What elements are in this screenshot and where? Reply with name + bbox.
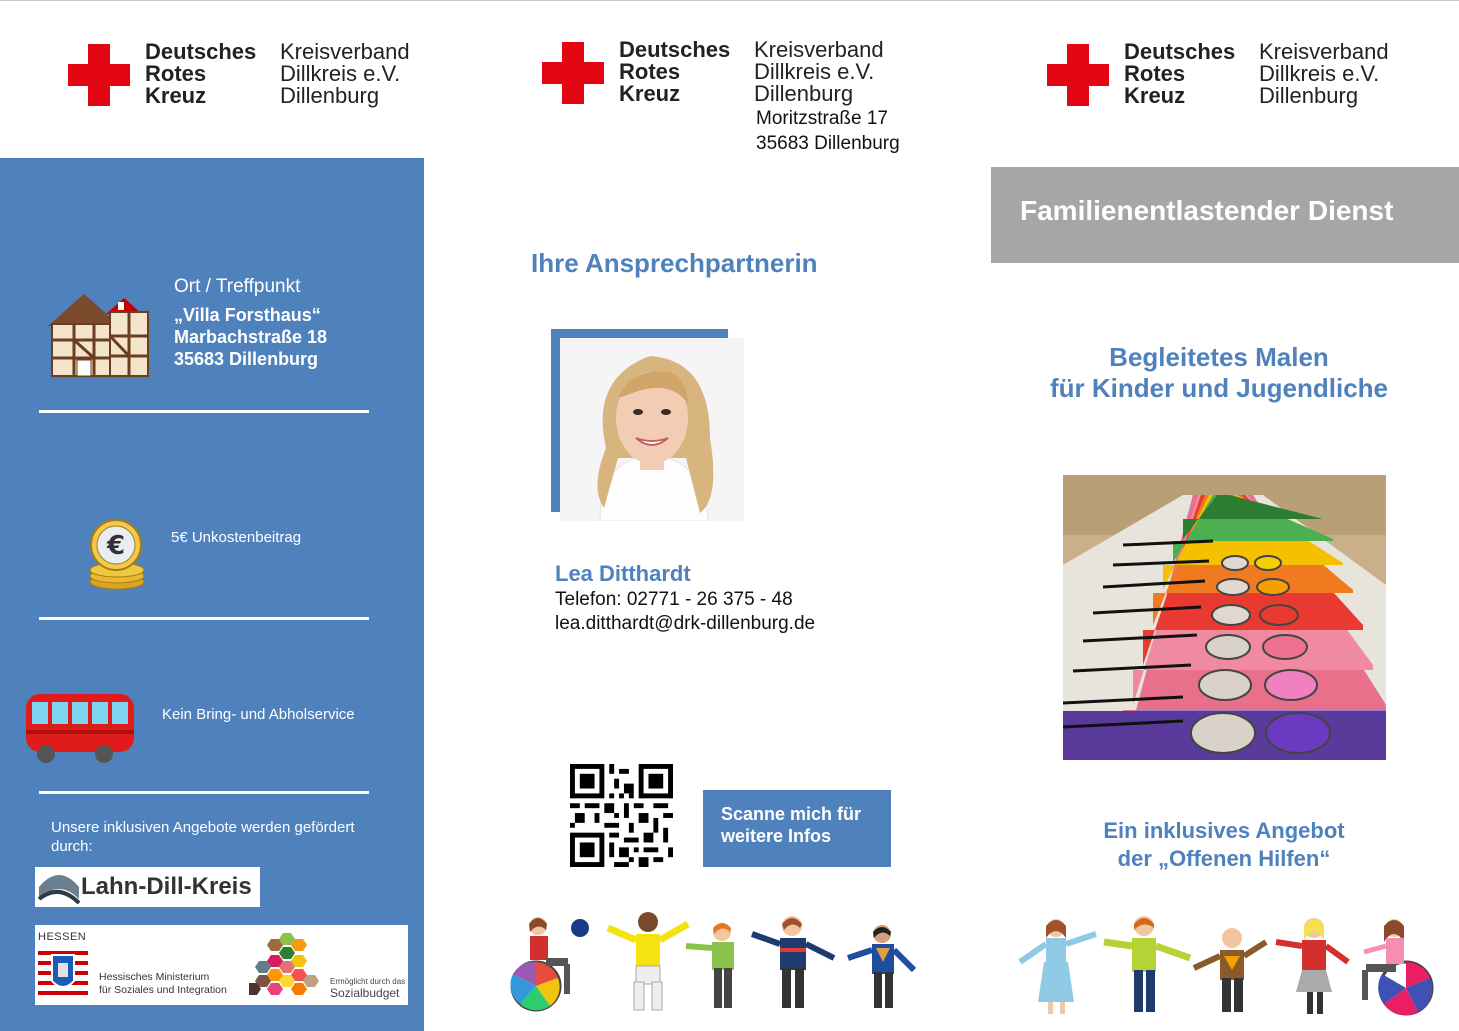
drk-logo-right bbox=[1047, 36, 1427, 116]
red-cross-icon bbox=[542, 42, 604, 104]
euro-coin-icon bbox=[86, 516, 148, 590]
children-illustration-left bbox=[508, 908, 920, 1018]
contact-details bbox=[555, 588, 815, 636]
funding-text: Unsere inklusiven Angebote werden gefördert durch: bbox=[51, 819, 355, 855]
service-title: Familienentlastender Dienst bbox=[1020, 195, 1394, 226]
location-label: Ort / Treffpunkt bbox=[174, 276, 301, 297]
org-name: Deutsches Rotes Kreuz bbox=[619, 37, 731, 106]
qr-code[interactable] bbox=[570, 764, 673, 867]
drk-logo-left bbox=[68, 36, 428, 116]
offer-text: Ein inklusives Angebot der „Offenen Hilfen“ bbox=[1103, 818, 1345, 871]
hexagon-cluster-icon bbox=[249, 931, 329, 999]
svg-text:€: € bbox=[106, 531, 126, 561]
kreisverband-name: Kreisverband Dillkreis e.V. Dillenburg bbox=[754, 37, 884, 106]
info-panel bbox=[0, 158, 424, 1031]
house-icon bbox=[44, 288, 152, 378]
contact-email[interactable]: lea.ditthardt@drk-dillenburg.de bbox=[555, 613, 816, 634]
lahn-dill-kreis-logo: Lahn-Dill-Kreis bbox=[35, 867, 260, 907]
hessen-ministry-logo: HESSEN Hessisches Ministerium für Soziales und Integration Ermöglicht durch das Sozialbudget bbox=[35, 925, 408, 1005]
location-address: „Villa Forsthaus“ Marbachstraße 18 35683 Dillenburg bbox=[174, 305, 328, 369]
red-cross-icon bbox=[68, 44, 130, 106]
org-name: Deutsches Rotes Kreuz bbox=[145, 39, 257, 108]
program-subtitle: Begleitetes Malen für Kinder und Jugendliche bbox=[1049, 342, 1388, 403]
divider bbox=[39, 410, 369, 413]
bus-icon bbox=[24, 688, 138, 766]
contact-photo bbox=[560, 338, 744, 521]
top-border bbox=[0, 0, 1459, 1]
contact-name: Lea Ditthardt bbox=[555, 561, 691, 586]
divider bbox=[39, 617, 369, 620]
address: Moritzstraße 17 35683 Dillenburg bbox=[756, 108, 900, 154]
hessen-coat-of-arms-icon bbox=[38, 947, 88, 1003]
lahn-dill-emblem-icon bbox=[37, 869, 81, 905]
red-cross-icon bbox=[1047, 44, 1109, 106]
org-name: Deutsches Rotes Kreuz bbox=[1124, 39, 1236, 108]
kreisverband-name: Kreisverband Dillkreis e.V. Dillenburg bbox=[1259, 39, 1389, 108]
drk-logo-middle bbox=[542, 34, 922, 164]
fee-text: 5€ Unkostenbeitrag bbox=[171, 529, 302, 546]
portrait-image bbox=[560, 338, 744, 521]
painting-supplies-photo bbox=[1063, 475, 1386, 760]
title-banner bbox=[991, 167, 1459, 263]
children-illustration-right bbox=[1014, 912, 1440, 1018]
qr-info-box: Scanne mich für weitere Infos bbox=[703, 790, 891, 867]
kreisverband-name: Kreisverband Dillkreis e.V. Dillenburg bbox=[280, 39, 410, 108]
transport-text: Kein Bring- und Abholservice bbox=[162, 706, 355, 723]
contact-heading: Ihre Ansprechpartnerin bbox=[531, 248, 818, 278]
contact-phone[interactable]: Telefon: 02771 - 26 375 - 48 bbox=[555, 589, 793, 610]
divider bbox=[39, 791, 369, 794]
